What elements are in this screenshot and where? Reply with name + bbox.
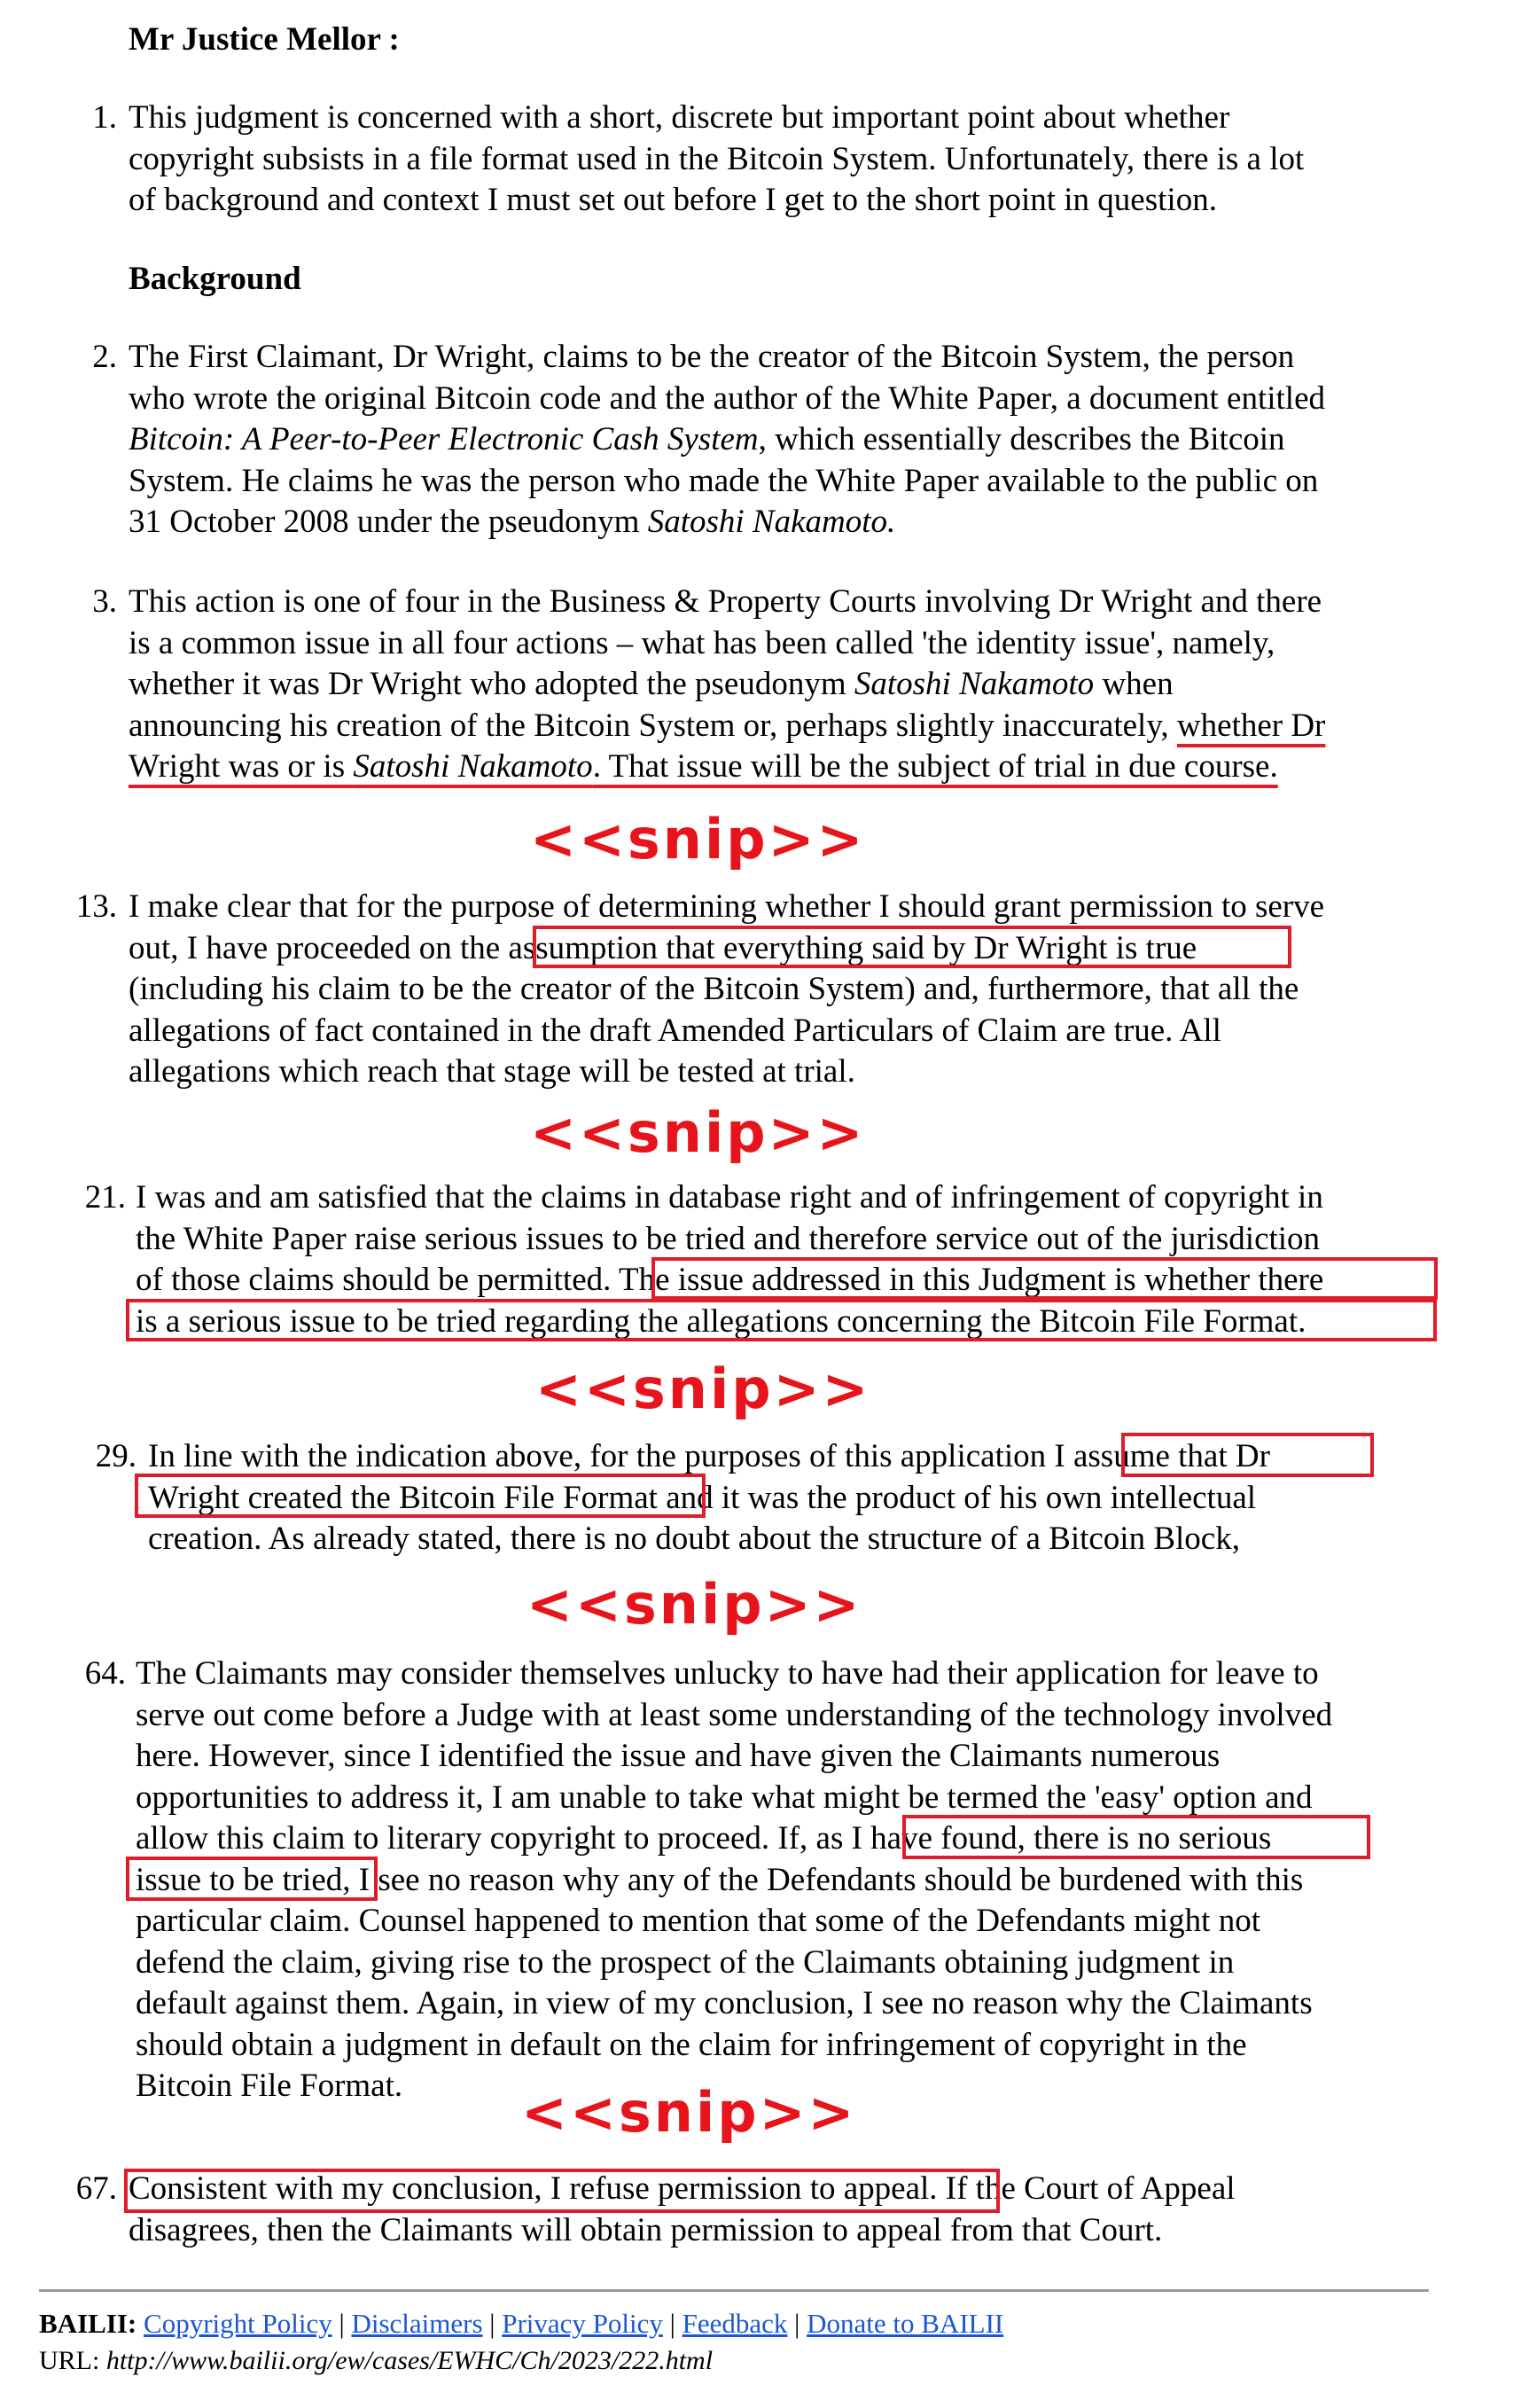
paragraph-line <box>129 2169 1236 2210</box>
text-span: If the Court of Appeal <box>937 2170 1236 2207</box>
paragraph-line: opportunities to address it, I am unable to take what might be termed the 'easy' option and <box>136 1779 1313 1816</box>
paragraph-line: defend the claim, giving rise to the prospect of the Claimants obtaining judgment in <box>136 1943 1235 1981</box>
paragraph-number: 64. <box>84 1655 126 1692</box>
boxed-highlight-text: Wright created the Bitcoin File Format <box>148 1479 658 1516</box>
footer-links-row <box>39 2305 1003 2342</box>
paragraph-13 <box>129 887 1324 1093</box>
paragraph-67 <box>129 2169 1236 2251</box>
bailii-label: BAILII: <box>39 2308 137 2339</box>
paragraph-29 <box>148 1436 1270 1560</box>
link-separator: | <box>794 2308 800 2339</box>
paragraph-line: default against them. Again, in view of my conclusion, I see no reason why the Claimants <box>136 1985 1313 2021</box>
paragraph-number: 1. <box>92 99 117 136</box>
boxed-highlight-text: I assume that Dr <box>1054 1438 1270 1474</box>
paragraph-line: the White Paper raise serious issues to be tried and therefore service out of the jurisdiction <box>136 1220 1321 1257</box>
paragraph-number: 2. <box>92 339 117 375</box>
snip-marker: <<snip>> <box>521 2080 857 2145</box>
paragraph-1 <box>129 98 1304 222</box>
paragraph-line <box>129 502 1325 543</box>
paragraph-64 <box>136 1654 1332 2107</box>
snip-marker: <<snip>> <box>530 807 866 872</box>
boxed-highlight-text: issue to be tried, <box>136 1861 351 1898</box>
text-span: , which essentially describes the Bitcoin <box>758 421 1285 457</box>
text-span: when <box>1094 666 1174 702</box>
text-span: whether it was Dr Wright who adopted the pseudonym <box>129 666 854 702</box>
boxed-highlight-text: assumption that everything said by Dr Wright is true <box>508 929 1197 966</box>
background-heading: Background <box>129 261 301 297</box>
paragraph-line: is a serious issue to be tried regarding the allegations concerning the Bitcoin File Format. <box>136 1302 1306 1340</box>
paragraph-line <box>129 928 1324 970</box>
page-url: http://www.bailii.org/ew/cases/EWHC/Ch/2023/222.html <box>105 2346 714 2375</box>
footer-divider <box>39 2289 1429 2292</box>
paragraph-21 <box>136 1177 1323 1342</box>
paragraph-line: who wrote the original Bitcoin code and the author of the White Paper, a document entitled <box>129 379 1325 417</box>
text-span: and it was the product of his own intellectual <box>657 1479 1257 1516</box>
text-span: 31 October 2008 under the pseudonym <box>129 504 648 540</box>
paragraph-number: 3. <box>92 583 117 620</box>
paragraph-line: serve out come before a Judge with at least some understanding of the technology involved <box>136 1696 1333 1733</box>
privacy-policy-link[interactable]: Privacy Policy <box>502 2308 663 2339</box>
boxed-highlight-text: The issue addressed in this Judgment is whether there <box>618 1262 1324 1298</box>
paragraph-line: particular claim. Counsel happened to mention that some of the Defendants might not <box>136 1903 1260 1939</box>
paragraph-2 <box>129 337 1325 543</box>
text-span: announcing his creation of the Bitcoin System or, perhaps slightly inaccurately, <box>129 707 1177 744</box>
snip-marker: <<snip>> <box>530 1100 866 1165</box>
boxed-highlight-text: Consistent with my conclusion, I refuse permission to appeal. <box>129 2170 938 2207</box>
judge-heading: Mr Justice Mellor : <box>129 21 400 58</box>
paragraph-line: allegations of fact contained in the draft Amended Particulars of Claim are true. All <box>129 1012 1221 1049</box>
text-span: In line with the indication above, for the purposes of this application <box>148 1438 1055 1474</box>
paragraph-line <box>148 1436 1270 1478</box>
text-span: allow this claim to literary copyright to proceed. If, as <box>136 1820 852 1857</box>
link-separator: | <box>489 2308 495 2339</box>
paragraph-line: Bitcoin File Format. <box>136 2068 403 2104</box>
pseudonym-text: Satoshi Nakamoto <box>353 748 593 785</box>
copyright-policy-link[interactable]: Copyright Policy <box>144 2308 332 2339</box>
paragraph-line: I make clear that for the purpose of determining whether I should grant permission to serve <box>129 888 1325 925</box>
paragraph-line: allegations which reach that stage will be tested at trial. <box>129 1053 855 1090</box>
boxed-highlight-text: I have found, there is no serious <box>851 1820 1272 1857</box>
paragraph-line <box>129 664 1325 706</box>
text-span: out, I have proceeded on the <box>129 929 509 966</box>
paragraph-line <box>148 1478 1270 1520</box>
text-span: of those claims should be permitted. <box>136 1262 619 1298</box>
paragraph-line: System. He claims he was the person who made the White Paper available to the public on <box>129 462 1319 499</box>
donate-link[interactable]: Donate to BAILII <box>807 2308 1004 2339</box>
paragraph-line <box>129 419 1325 461</box>
pseudonym-text: Satoshi Nakamoto. <box>647 504 896 540</box>
paragraph-line: The Claimants may consider themselves unlucky to have had their application for leave to <box>136 1655 1319 1692</box>
link-separator: | <box>669 2308 675 2339</box>
pseudonym-text: Satoshi Nakamoto <box>854 666 1095 702</box>
paragraph-line <box>136 1818 1332 1860</box>
paragraph-line: should obtain a judgment in default on the claim for infringement of copyright in the <box>136 2026 1247 2063</box>
paragraph-line: The First Claimant, Dr Wright, claims to be the creator of the Bitcoin System, the person <box>129 339 1295 375</box>
white-paper-title: Bitcoin: A Peer-to-Peer Electronic Cash System <box>129 421 759 457</box>
disclaimers-link[interactable]: Disclaimers <box>351 2308 483 2339</box>
link-separator: | <box>339 2308 345 2339</box>
paragraph-line: disagrees, then the Claimants will obtain permission to appeal from that Court. <box>129 2211 1163 2248</box>
snip-marker: <<snip>> <box>526 1572 862 1637</box>
paragraph-line <box>136 1260 1323 1302</box>
text-span: Wright was or is <box>129 748 354 785</box>
paragraph-number: 67. <box>75 2170 117 2207</box>
paragraph-line: of background and context I must set out before I get to the short point in question. <box>129 182 1217 218</box>
bailii-footer <box>39 2305 1003 2380</box>
paragraph-line: is a common issue in all four actions – what has been called 'the identity issue', namely, <box>129 624 1275 661</box>
paragraph-line: here. However, since I identified the issue and have given the Claimants numerous <box>136 1738 1221 1774</box>
snip-marker: <<snip>> <box>535 1356 871 1421</box>
paragraph-number: 21. <box>84 1179 126 1216</box>
url-label: URL: <box>39 2346 100 2375</box>
paragraph-number: 29. <box>95 1438 136 1474</box>
paragraph-line: This judgment is concerned with a short, discrete but important point about whether <box>129 99 1230 136</box>
paragraph-line <box>136 1860 1332 1902</box>
paragraph-line: creation. As already stated, there is no doubt about the structure of a Bitcoin Block, <box>148 1521 1240 1557</box>
paragraph-number: 13. <box>75 888 117 925</box>
underlined-highlight: whether Dr <box>1176 707 1326 744</box>
paragraph-line: This action is one of four in the Business & Property Courts involving Dr Wright and there <box>129 583 1322 620</box>
paragraph-line: copyright subsists in a file format used in the Bitcoin System. Unfortunately, there is a lot <box>129 140 1305 177</box>
text-span: I see no reason why any of the Defendants should be burdened with this <box>350 1861 1304 1898</box>
feedback-link[interactable]: Feedback <box>682 2308 788 2339</box>
text-span: . That issue will be the subject of trial in due course. <box>592 748 1278 785</box>
paragraph-line <box>129 747 1325 788</box>
paragraph-3 <box>129 582 1325 788</box>
paragraph-line: I was and am satisfied that the claims in database right and of infringement of copyright in <box>136 1179 1323 1216</box>
paragraph-line <box>129 706 1325 747</box>
footer-url-row <box>39 2342 1003 2380</box>
paragraph-line: (including his claim to be the creator of the Bitcoin System) and, furthermore, that all the <box>129 971 1299 1007</box>
underlined-highlight <box>129 748 1278 785</box>
